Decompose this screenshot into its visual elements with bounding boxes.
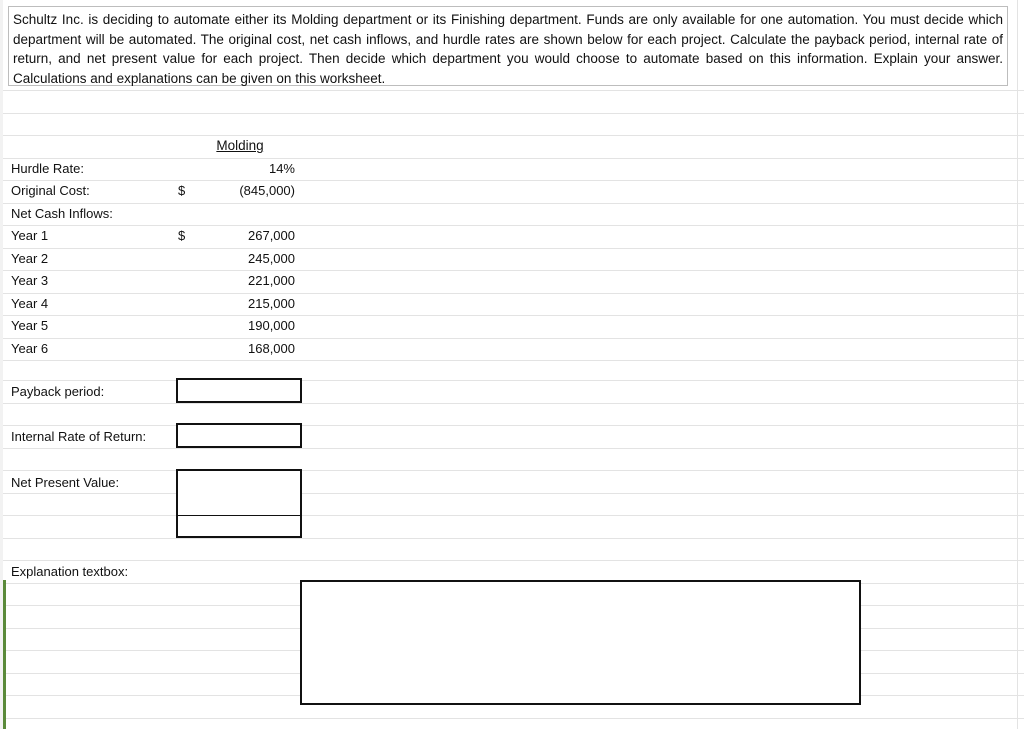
irr-input[interactable] bbox=[176, 423, 302, 448]
payback-period-input[interactable] bbox=[176, 378, 302, 403]
irr-label[interactable]: Internal Rate of Return: bbox=[11, 429, 147, 444]
year-5-value[interactable]: 190,000 bbox=[248, 318, 295, 333]
year-1-value[interactable]: 267,000 bbox=[248, 228, 295, 243]
year-4-value[interactable]: 215,000 bbox=[248, 296, 295, 311]
npv-input-divider bbox=[178, 515, 300, 516]
payback-period-label[interactable]: Payback period: bbox=[11, 384, 105, 399]
problem-statement-text: Schultz Inc. is deciding to automate either its Molding department or its Finishing department. Funds are only available for one automation. You must decide which department will be automated. The original cost, net cash inflows, and hurdle rates are shown below for each project. Calculate the payback period, internal rate of return, and net present value for each project. Then decide which department you would choose to automate based on this information. Explain your answer. Calculations and explanations can be given on this worksheet. bbox=[13, 12, 1003, 86]
year-3-value[interactable]: 221,000 bbox=[248, 273, 295, 288]
year-2-label[interactable]: Year 2 bbox=[11, 251, 49, 266]
npv-input[interactable] bbox=[176, 469, 302, 538]
explanation-label[interactable]: Explanation textbox: bbox=[11, 564, 129, 579]
original-cost-label[interactable]: Original Cost: bbox=[11, 183, 90, 198]
year-2-value[interactable]: 245,000 bbox=[248, 251, 295, 266]
net-cash-inflows-label[interactable]: Net Cash Inflows: bbox=[11, 206, 113, 221]
year-6-label[interactable]: Year 6 bbox=[11, 341, 49, 356]
column-header-molding[interactable]: Molding bbox=[216, 138, 264, 153]
year-5-label[interactable]: Year 5 bbox=[11, 318, 49, 333]
year-3-label[interactable]: Year 3 bbox=[11, 273, 49, 288]
hurdle-rate-label[interactable]: Hurdle Rate: bbox=[11, 161, 84, 176]
year-4-label[interactable]: Year 4 bbox=[11, 296, 49, 311]
hurdle-rate-value[interactable]: 14% bbox=[268, 161, 295, 176]
explanation-textbox[interactable] bbox=[300, 580, 861, 705]
original-cost-currency: $ bbox=[178, 183, 186, 198]
year-1-label[interactable]: Year 1 bbox=[11, 228, 49, 243]
selection-indicator bbox=[3, 580, 6, 729]
problem-statement[interactable] bbox=[8, 6, 1008, 86]
npv-label[interactable]: Net Present Value: bbox=[11, 475, 120, 490]
year-6-value[interactable]: 168,000 bbox=[248, 341, 295, 356]
original-cost-value[interactable]: (845,000) bbox=[239, 183, 295, 198]
year-1-currency: $ bbox=[178, 228, 186, 243]
